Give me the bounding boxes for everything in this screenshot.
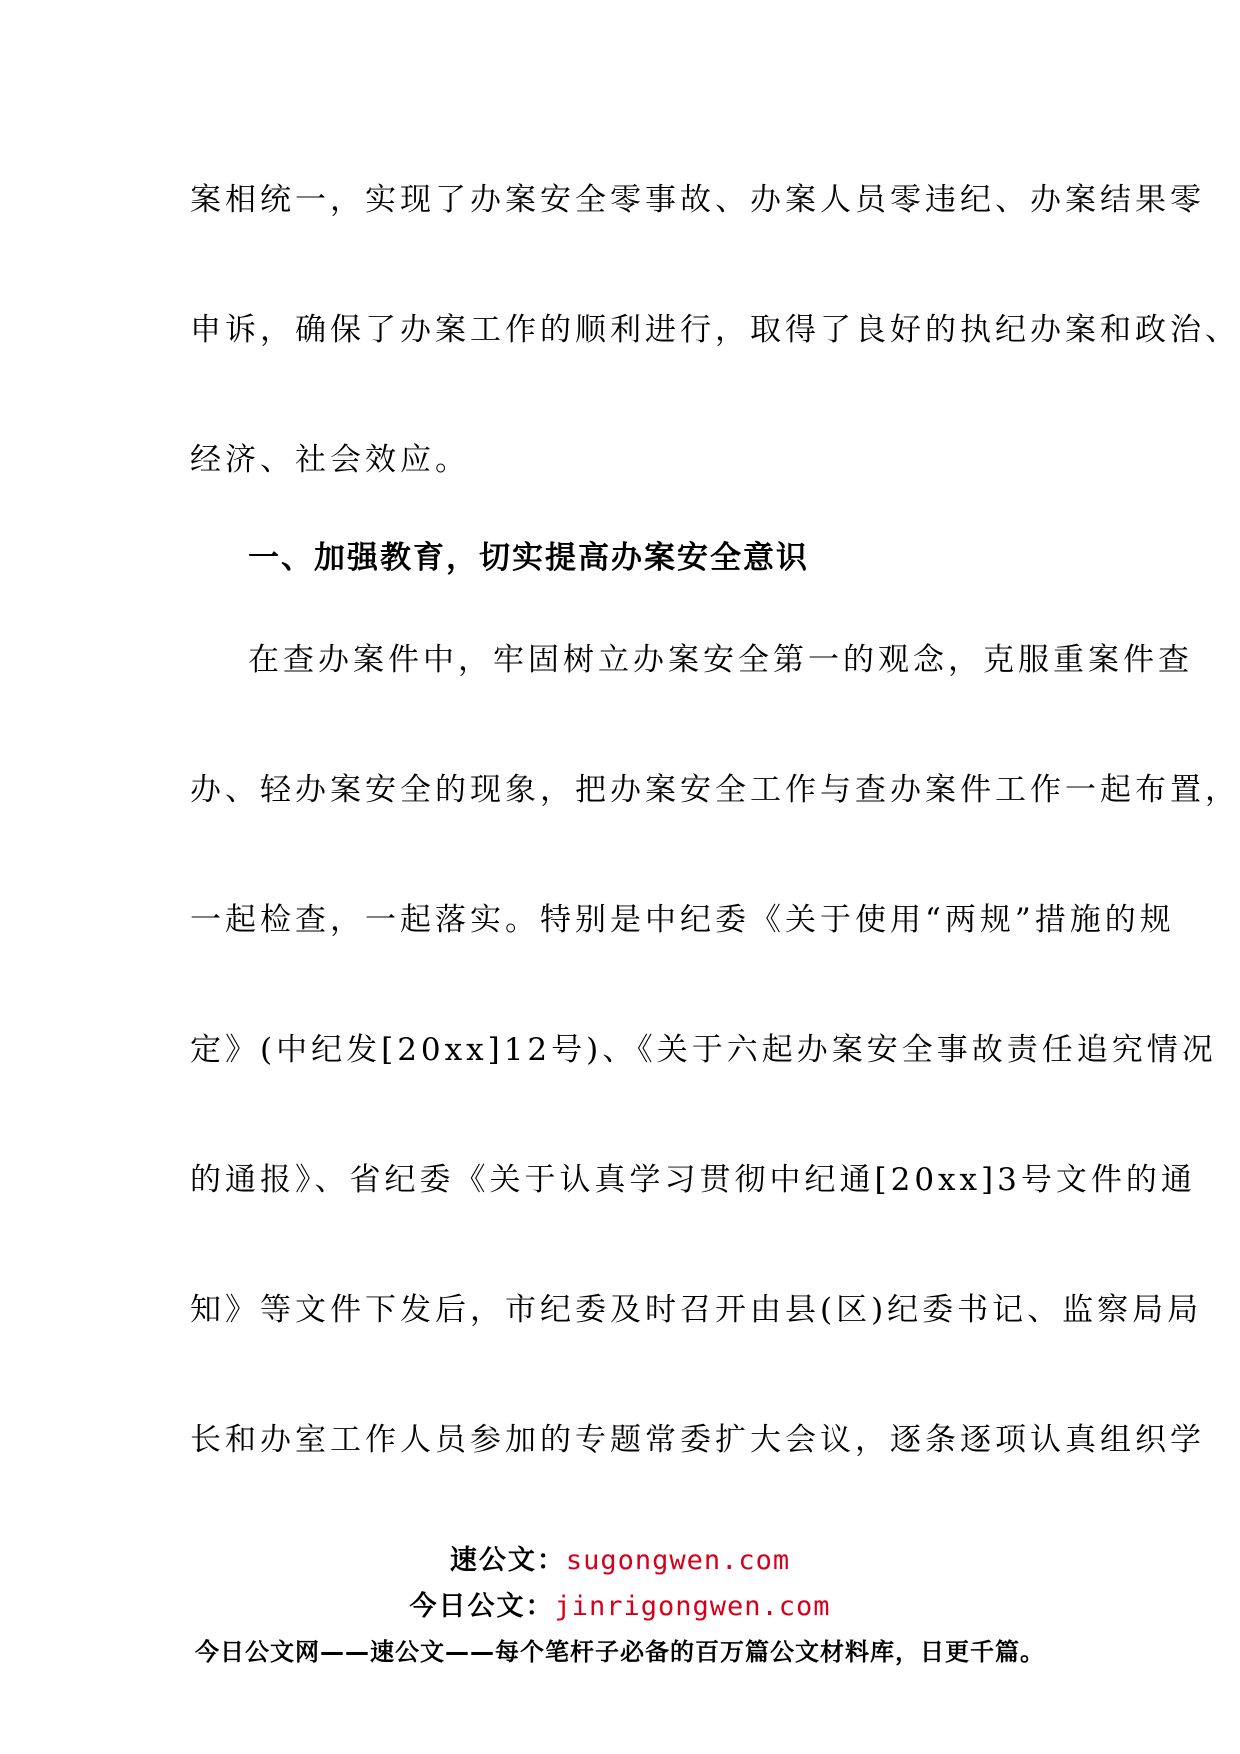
paragraph-line: 定》(中纪发[20xx]12号)、《关于六起办案安全事故责任追究情况 [190,1032,1217,1068]
paragraph-line: 长和办室工作人员参加的专题常委扩大会议，逐条逐项认真组织学 [190,1422,1205,1458]
paragraph-line: 知》等文件下发后，市纪委及时召开由县(区)纪委书记、监察局局 [190,1292,1203,1328]
footer-link-jinrigongwen[interactable]: jinrigongwen.com [554,1591,831,1622]
paragraph-line: 案相统一，实现了办案安全零事故、办案人员零违纪、办案结果零 [190,182,1205,218]
footer-jinrigongwen [0,1584,1240,1623]
paragraph-line: 申诉，确保了办案工作的顺利进行，取得了良好的执纪办案和政治、 [190,312,1240,348]
section-heading: 一、加强教育，切实提高办案安全意识 [248,540,809,576]
paragraph-line: 在查办案件中，牢固树立办案安全第一的观念，克服重案件查 [248,642,1193,678]
paragraph-line: 办、轻办案安全的现象，把办案安全工作与查办案件工作一起布置， [190,772,1240,808]
paragraph-line: 的通报》、省纪委《关于认真学习贯彻中纪通[20xx]3号文件的通 [190,1162,1196,1198]
paragraph-line: 一起检查，一起落实。特别是中纪委《关于使用“两规”措施的规 [190,902,1175,938]
footer-label: 今日公文： [409,1591,555,1622]
footer-link-sugongwen[interactable]: sugongwen.com [565,1545,791,1576]
footer-slogan: 今日公文网——速公文——每个笔杆子必备的百万篇公文材料库，日更千篇。 [195,1638,1045,1666]
footer-label: 速公文： [449,1545,566,1576]
footer-sugongwen [0,1538,1240,1577]
paragraph-line: 经济、社会效应。 [190,442,470,478]
